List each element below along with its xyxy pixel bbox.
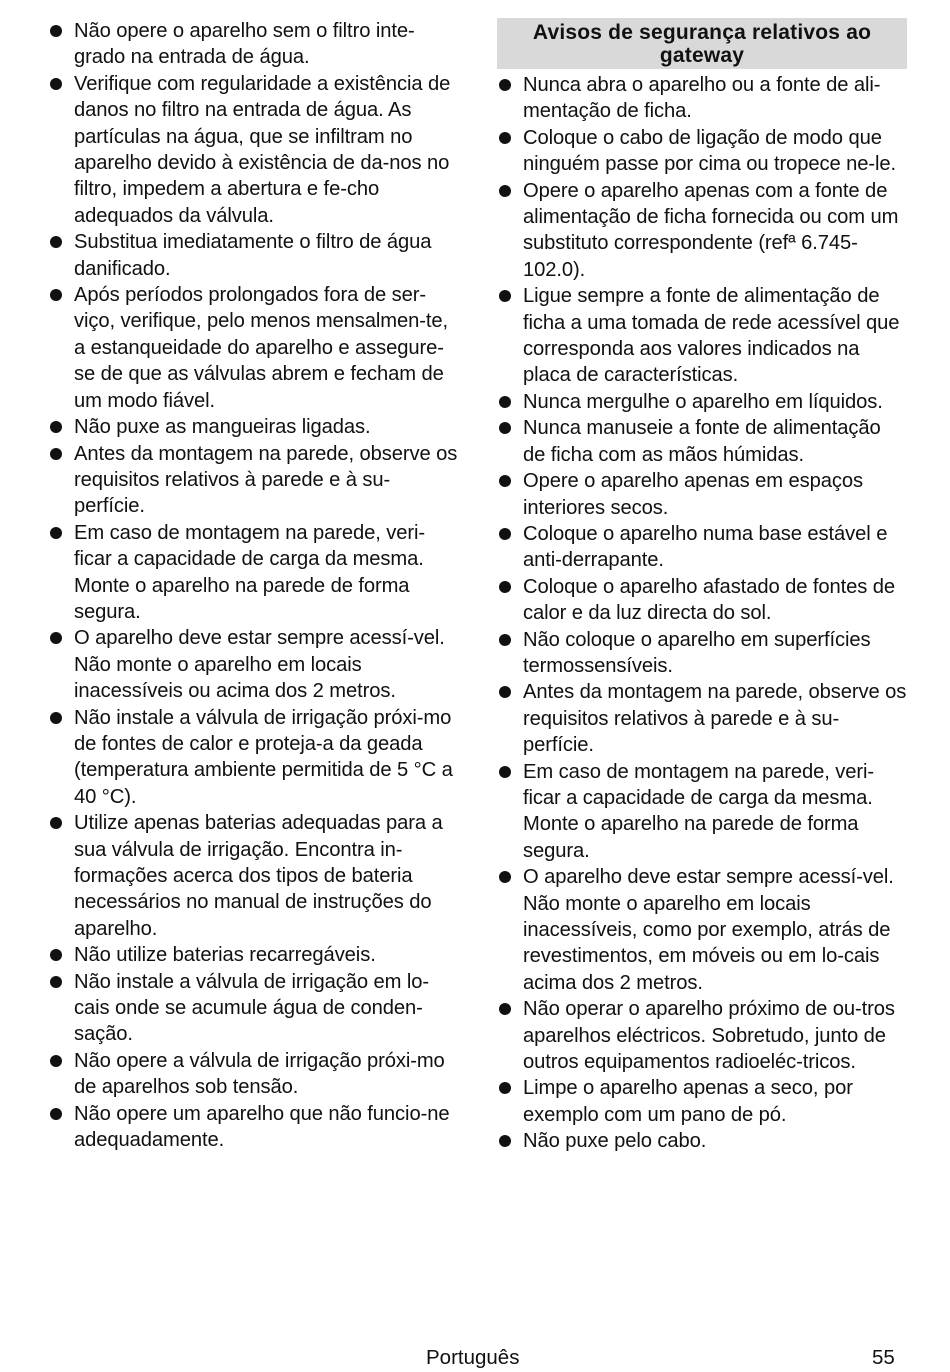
list-item: [497, 1128, 907, 1154]
list-item: [497, 415, 907, 468]
bullet-icon: [499, 79, 511, 91]
list-item: [48, 71, 458, 229]
list-item-text: Antes da montagem na parede, observe os requisitos relativos à parede e à su-perfície.: [74, 442, 458, 518]
list-item-text: Não opere a válvula de irrigação próxi-mo de aparelhos sob tensão.: [74, 1049, 445, 1099]
list-item: [48, 969, 458, 1048]
bullet-icon: [499, 581, 511, 593]
list-item-text: Coloque o aparelho afastado de fontes de calor e da luz directa do sol.: [523, 575, 896, 625]
list-item: [48, 705, 458, 811]
list-item-text: Não opere um aparelho que não funcio-ne adequadamente.: [74, 1102, 450, 1152]
bullet-icon: [499, 422, 511, 434]
list-item-text: Não operar o aparelho próximo de ou-tros aparelhos eléctricos. Sobretudo, junto de outros equipamentos radioeléc-tricos.: [523, 998, 895, 1074]
list-item-text: Verifique com regularidade a existência de danos no filtro na entrada de água. As partículas na água, que se infiltram no aparelho devido à existência de da-nos no filtro, impedem a abertura e fe-cho adequados da válvula.: [74, 72, 451, 227]
bullet-icon: [499, 686, 511, 698]
list-item: [497, 125, 907, 178]
bullet-icon: [499, 396, 511, 408]
list-item-text: Substitua imediatamente o filtro de água danificado.: [74, 231, 432, 280]
list-item-text: Opere o aparelho apenas em espaços interiores secos.: [523, 470, 864, 519]
bullet-icon: [50, 949, 62, 961]
bullet-icon: [50, 448, 62, 460]
list-item-text: Opere o aparelho apenas com a fonte de alimentação de ficha fornecida ou com um substituto correspondente (refª 6.745-102.0).: [523, 179, 899, 281]
list-item-text: Em caso de montagem na parede, veri-ficar a capacidade de carga da mesma. Monte o aparelho na parede de forma segura.: [74, 521, 425, 623]
list-item-text: Após períodos prolongados fora de ser-viço, verifique, pelo menos mensalmen-te, a estanqueidade do aparelho e assegure-se de que as válvulas abrem e fecham de um modo fiável.: [74, 284, 449, 412]
right-safety-list: [497, 72, 907, 1155]
bullet-icon: [50, 632, 62, 644]
list-item: [48, 1048, 458, 1101]
list-item-text: Coloque o aparelho numa base estável e anti-derrapante.: [523, 522, 888, 572]
list-item-text: Não instale a válvula de irrigação próxi-mo de fontes de calor e proteja-a da geada (temperatura ambiente permitida de 5 °C a 40 °C).: [74, 706, 453, 808]
list-item-text: Não puxe as mangueiras ligadas.: [74, 416, 371, 439]
list-item-text: Não puxe pelo cabo.: [523, 1130, 707, 1153]
bullet-icon: [50, 527, 62, 539]
bullet-icon: [499, 528, 511, 540]
list-item: [48, 625, 458, 704]
bullet-icon: [50, 78, 62, 90]
bullet-icon: [499, 634, 511, 646]
list-item: [497, 627, 907, 680]
page-number: 55: [872, 1346, 895, 1369]
bullet-icon: [499, 766, 511, 778]
list-item-text: Não opere o aparelho sem o filtro inte-grado na entrada de água.: [74, 20, 415, 69]
list-item: [497, 574, 907, 627]
list-item-text: Ligue sempre a fonte de alimentação de ficha a uma tomada de rede acessível que corresponda aos valores indicados na placa de características.: [523, 285, 900, 387]
list-item-text: Em caso de montagem na parede, veri-ficar a capacidade de carga da mesma. Monte o aparelho na parede de forma segura.: [523, 760, 874, 862]
left-safety-list: [48, 18, 458, 1153]
bullet-icon: [499, 290, 511, 302]
list-item: [497, 521, 907, 574]
list-item-text: Antes da montagem na parede, observe os requisitos relativos à parede e à su-perfície.: [523, 681, 907, 757]
left-column: [48, 18, 458, 1153]
bullet-icon: [50, 817, 62, 829]
list-item: [48, 18, 458, 71]
bullet-icon: [50, 1108, 62, 1120]
list-item: [48, 520, 458, 626]
list-item: [497, 283, 907, 389]
list-item: [48, 229, 458, 282]
bullet-icon: [499, 1003, 511, 1015]
list-item: [497, 759, 907, 865]
bullet-icon: [499, 1082, 511, 1094]
list-item-text: Utilize apenas baterias adequadas para a sua válvula de irrigação. Encontra in-formações acerca dos tipos de bateria necessários no manual de instruções do aparelho.: [74, 812, 443, 940]
bullet-icon: [50, 1055, 62, 1067]
right-column: [497, 18, 907, 1155]
list-item: [497, 679, 907, 758]
list-item: [497, 996, 907, 1075]
list-item-text: Limpe o aparelho apenas a seco, por exemplo com um pano de pó.: [523, 1077, 853, 1126]
bullet-icon: [499, 871, 511, 883]
list-item-text: Não coloque o aparelho em superfícies termossensíveis.: [523, 628, 871, 677]
footer-language: Português: [426, 1346, 520, 1369]
bullet-icon: [50, 289, 62, 301]
list-item-text: Coloque o cabo de ligação de modo que ninguém passe por cima ou tropece ne-le.: [523, 126, 897, 176]
section-heading-gateway: Avisos de segurança relativos ao gateway: [497, 18, 907, 69]
list-item: [497, 1075, 907, 1128]
list-item: [497, 468, 907, 521]
list-item: [48, 441, 458, 520]
list-item-text: Não utilize baterias recarregáveis.: [74, 944, 376, 967]
list-item-text: O aparelho deve estar sempre acessí-vel. Não monte o aparelho em locais inacessíveis, como por exemplo, atrás de revestimentos, em móveis ou em lo-cais acima dos 2 metros.: [523, 866, 894, 994]
bullet-icon: [50, 712, 62, 724]
list-item: [48, 810, 458, 942]
list-item-text: Nunca manuseie a fonte de alimentação de ficha com as mãos húmidas.: [523, 417, 881, 466]
list-item: [48, 942, 458, 968]
list-item: [497, 864, 907, 996]
list-item-text: Nunca mergulhe o aparelho em líquidos.: [523, 390, 883, 413]
list-item: [48, 414, 458, 440]
bullet-icon: [499, 185, 511, 197]
bullet-icon: [50, 421, 62, 433]
list-item: [48, 282, 458, 414]
bullet-icon: [50, 236, 62, 248]
list-item-text: Não instale a válvula de irrigação em lo-cais onde se acumule água de conden-sação.: [74, 970, 429, 1046]
bullet-icon: [499, 1135, 511, 1147]
bullet-icon: [499, 132, 511, 144]
list-item: [48, 1101, 458, 1154]
list-item-text: Nunca abra o aparelho ou a fonte de ali-mentação de ficha.: [523, 74, 881, 123]
bullet-icon: [50, 976, 62, 988]
list-item: [497, 389, 907, 415]
list-item: [497, 178, 907, 284]
bullet-icon: [50, 25, 62, 37]
list-item-text: O aparelho deve estar sempre acessí-vel. Não monte o aparelho em locais inacessíveis ou acima dos 2 metros.: [74, 627, 445, 703]
bullet-icon: [499, 475, 511, 487]
list-item: [497, 72, 907, 125]
